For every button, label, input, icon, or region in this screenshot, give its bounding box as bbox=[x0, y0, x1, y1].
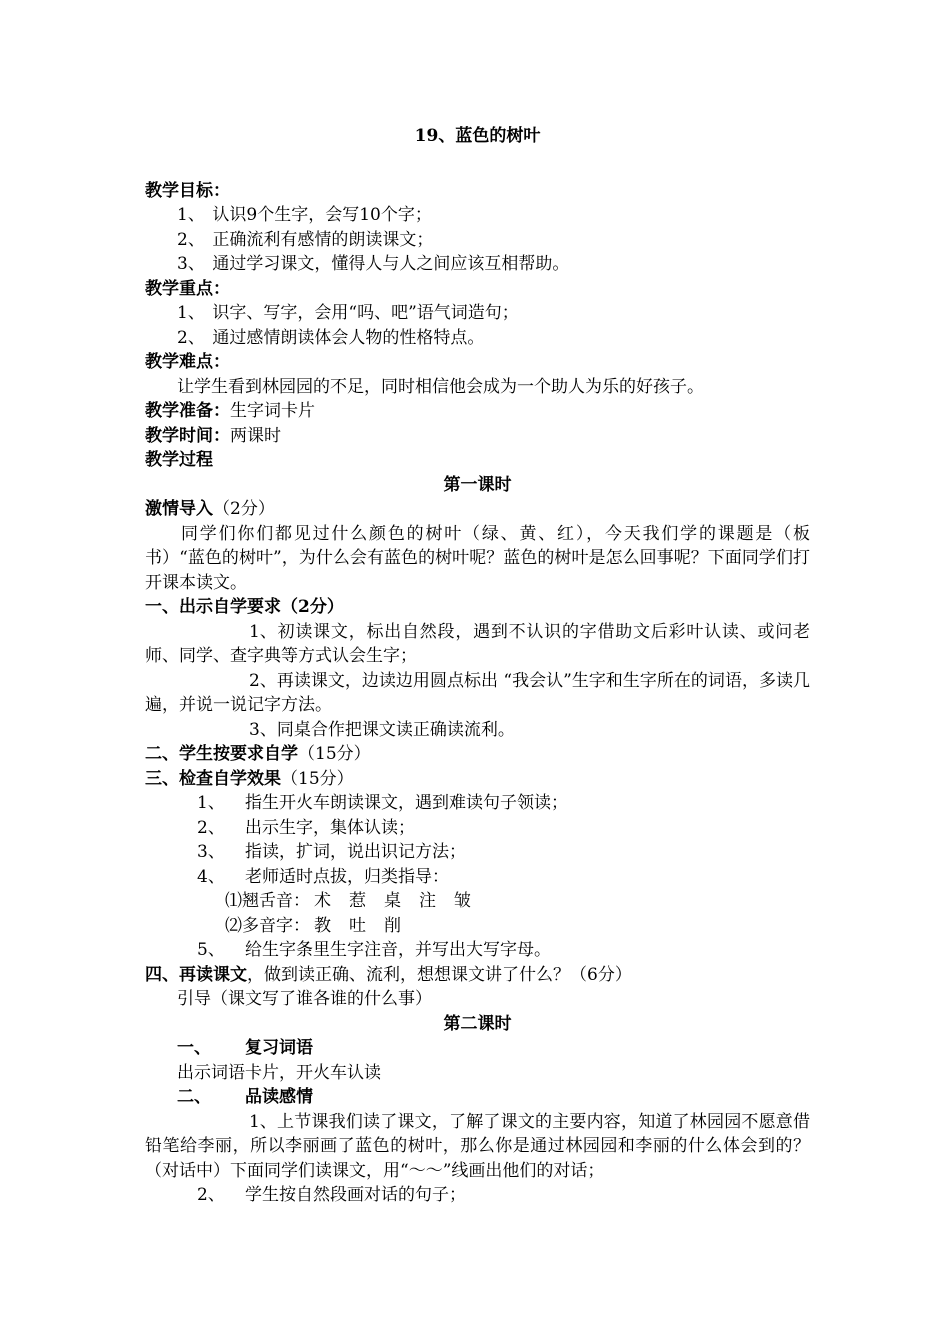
section3-item: 5、 给生字条里生字注音，并写出大写字母。 bbox=[197, 940, 551, 960]
section1-item: 2、再读课文，边读边用圆点标出 “我会认”生字和生字所在的词语，多读几遍，并说一说记字方法。 bbox=[145, 670, 810, 715]
section3-item: 1、 指生开火车朗读课文，遇到难读句子领读； bbox=[197, 793, 568, 813]
lesson2-heading: 第二课时 bbox=[443, 1013, 512, 1034]
document-content bbox=[145, 124, 810, 1208]
part2-heading: 二、 品读感情 bbox=[177, 1087, 313, 1107]
part2-item: 1、上节课我们读了课文，了解了课文的主要内容，知道了林园园不愿意借铅笔给李丽，所以李丽画了蓝色的树叶，那么你是通过林园园和李丽的什么体会到的？（对话中）下面同学们读课文，用“～～”线画出他们的对话； bbox=[145, 1111, 810, 1181]
difficulty-text: 让学生看到林园园的不足，同时相信他会成为一个助人为乐的好孩子。 bbox=[177, 376, 704, 397]
section3-heading: 三、检查自学效果（15分） bbox=[145, 768, 354, 789]
focus-item: 1、 识字、写字，会用“吗、吧”语气词造句； bbox=[177, 303, 519, 323]
retroflex-chars: ⑴翘舌音： 术 惹 桌 注 皱 bbox=[225, 891, 471, 911]
goal-item: 3、 通过学习课文，懂得人与人之间应该互相帮助。 bbox=[177, 254, 570, 274]
focus-heading: 教学重点： bbox=[145, 278, 230, 299]
focus-item: 2、 通过感情朗读体会人物的性格特点。 bbox=[177, 327, 485, 348]
goals-heading: 教学目标： bbox=[145, 180, 230, 201]
goal-item: 1、 认识9个生字，会写10个字； bbox=[177, 205, 432, 225]
section1-item: 3、同桌合作把课文读正确读流利。 bbox=[249, 719, 515, 740]
section4-heading: 四、再读课文，做到读正确、流利，想想课文讲了什么？（6分） bbox=[145, 964, 632, 985]
section1-item: 1、初读课文，标出自然段，遇到不认识的字借助文后彩叶认读、或问老师、同学、查字典等方式认会生字； bbox=[145, 621, 810, 666]
section4-guide: 引导（课文写了谁各谁的什么事） bbox=[177, 989, 432, 1009]
section3-item: 2、 出示生字，集体认读； bbox=[197, 817, 415, 838]
part1-heading: 一、 复习词语 bbox=[177, 1038, 313, 1058]
process-heading: 教学过程 bbox=[145, 450, 213, 470]
prep-line: 教学准备：生字词卡片 bbox=[145, 401, 315, 421]
polyphone-chars: ⑵多音字： 教 吐 削 bbox=[225, 915, 401, 936]
intro-heading: 激情导入（2分） bbox=[145, 499, 275, 519]
goal-item: 2、 正确流利有感情的朗读课文； bbox=[177, 229, 434, 250]
section2-heading: 二、学生按要求自学（15分） bbox=[145, 744, 371, 764]
difficulty-heading: 教学难点： bbox=[145, 352, 230, 372]
intro-text: 同学们你们都见过什么颜色的树叶（绿、黄、红），今天我们学的课题是（板书）“蓝色的树叶”，为什么会有蓝色的树叶呢？蓝色的树叶是怎么回事呢？下面同学们打开课本读文。 bbox=[145, 523, 810, 593]
page-title: 19、蓝色的树叶 bbox=[414, 126, 541, 146]
part2-item: 2、 学生按自然段画对话的句子； bbox=[197, 1185, 466, 1205]
part1-text: 出示词语卡片，开火车认读 bbox=[177, 1062, 381, 1083]
section3-item: 3、 指读，扩词，说出识记方法； bbox=[197, 842, 466, 862]
lesson1-heading: 第一课时 bbox=[443, 474, 512, 495]
section3-item: 4、 老师适时点拔，归类指导： bbox=[197, 866, 449, 887]
section1-heading: 一、出示自学要求（2分） bbox=[145, 597, 344, 617]
time-line: 教学时间：两课时 bbox=[145, 425, 281, 446]
